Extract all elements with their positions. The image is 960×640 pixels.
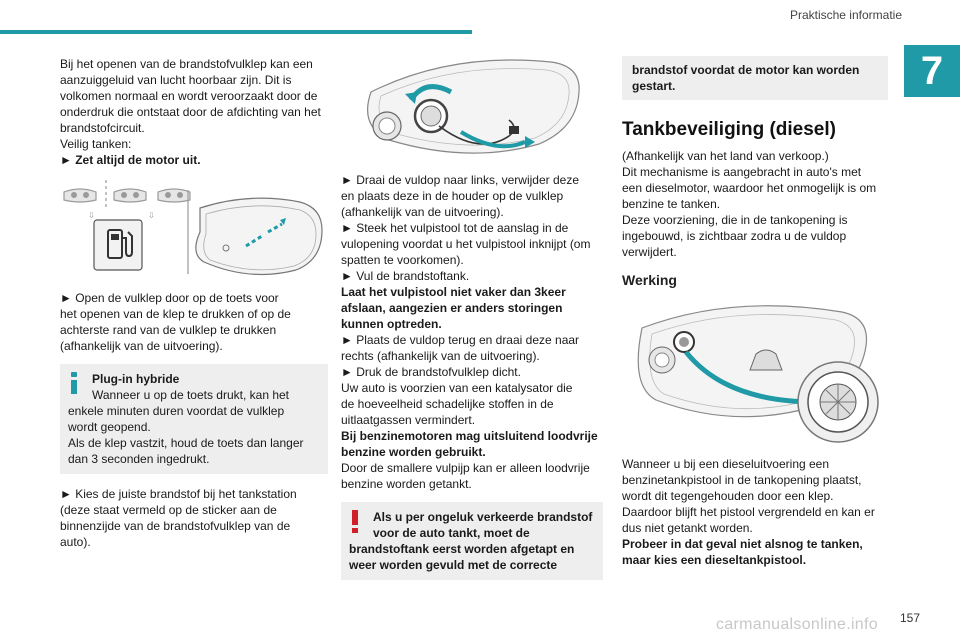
fuel-flap-button-figure xyxy=(60,180,328,278)
step-remove-cap: ► Draai de vuldop naar links, verwijder deze en plaats deze in de houder op de vulklep (afhankelijk van de uitvoering). xyxy=(341,173,579,219)
column-1 xyxy=(60,56,328,550)
section-heading: Tankbeveiliging (diesel) xyxy=(622,119,836,140)
subsection-heading: Werking xyxy=(622,272,677,288)
operation-paragraph: Wanneer u bij een dieseluitvoering een benzinetankpistool in de tankopening plaatst, wordt dit tegengehouden door een klep. Daardoor blijft het pistool vergrendeld en kan er dus niet getankt worden. xyxy=(622,457,875,535)
svg-text:⇩: ⇩ xyxy=(88,211,95,220)
safe-refuel-label: Veilig tanken: xyxy=(60,137,132,151)
diesel-intro-paragraph: (Afhankelijk van het land van verkoop.) Dit mechanisme is aangebracht in auto's met een dieselmotor, waardoor het onmogelijk is om benzine te tanken. Deze voorziening, die in de tankopening is ingebouwd, is zichtbaar zodra u de vuldop verwijdert. xyxy=(622,149,877,259)
intro-paragraph: Bij het openen van de brandstofvulklep kan een aanzuiggeluid van lucht hoorbaar zijn. Dit is volkomen normaal en wordt veroorzaakt door de onderdruk die ontstaat door de afdichting van het brandstofcircuit. Veilig tanken: ► Zet altijd de motor uit. xyxy=(60,56,328,168)
page-number: 157 xyxy=(899,611,920,625)
column-3 xyxy=(622,56,888,568)
svg-text:⇩: ⇩ xyxy=(148,211,155,220)
wrong-fuel-warning-continued: brandstof voordat de motor kan worden gestart. xyxy=(622,56,888,100)
plugin-hybrid-info-box: Plug-in hybride Wanneer u op de toets drukt, kan het enkele minuten duren voordat de vulklep wordt geopend. Als de klep vastzit, houd de toets dan langer dan 3 seconden ingedrukt. xyxy=(60,364,328,474)
step-choose-fuel: ► Kies de juiste brandstof bij het tankstation (deze staat vermeld op de sticker aan de binnenzijde van de brandstofvulklep van de auto). xyxy=(60,487,297,549)
step-fill-tank: ► Vul de brandstoftank. xyxy=(341,269,470,283)
step-replace-cap: ► Plaats de vuldop terug en draai deze naar rechts (afhankelijk van de uitvoering). xyxy=(341,333,580,363)
narrow-filler-paragraph: Door de smallere vulpijp kan er alleen loodvrije benzine worden getankt. xyxy=(341,461,590,491)
chapter-badge: 7 xyxy=(904,45,960,97)
warning-icon xyxy=(352,510,358,534)
header-accent-bar xyxy=(0,30,472,34)
unleaded-only-text: Bij benzinemotoren mag uitsluitend loodvrije benzine worden gebruikt. xyxy=(341,429,598,459)
use-diesel-nozzle-text: Probeer in dat geval niet alsnog te tanken, maar kies een dieseltankpistool. xyxy=(622,537,863,567)
info-title: Plug-in hybride xyxy=(92,372,180,386)
column-2 xyxy=(341,56,603,580)
step-open-flap: ► Open de vulklep door op de toets voor het openen van de klep te drukken of op de achterste rand van de vulklep te drukken (afhankelijk van de uitvoering). xyxy=(60,291,291,353)
step-close-flap: ► Druk de brandstofvulklep dicht. xyxy=(341,365,521,379)
nozzle-cutoff-warning-text: Laat het vulpistool niet vaker dan 3keer afslaan, aangezien er anders storingen kunnen optreden. xyxy=(341,285,566,331)
wrong-fuel-warning-box: Als u per ongeluk verkeerde brandstof voor de auto tankt, moet de brandstoftank eerst worden afgetapt en weer worden gevuld met de correcte xyxy=(341,502,603,580)
step-insert-nozzle: ► Steek het vulpistool tot de aanslag in de vulopening voordat u het vulpistool inknijpt (om spatten te voorkomen). xyxy=(341,221,591,267)
fuel-cap-figure xyxy=(341,56,603,160)
watermark: carmanualsonline.info xyxy=(716,616,878,633)
catalyst-paragraph: Uw auto is voorzien van een katalysator die de hoeveelheid schadelijke stoffen in de uitlaatgassen vermindert. xyxy=(341,381,573,427)
info-icon xyxy=(70,372,78,394)
step-engine-off: ► Zet altijd de motor uit. xyxy=(60,153,201,167)
page-header-title: Praktische informatie xyxy=(789,8,902,22)
misfuel-device-figure xyxy=(622,298,888,446)
